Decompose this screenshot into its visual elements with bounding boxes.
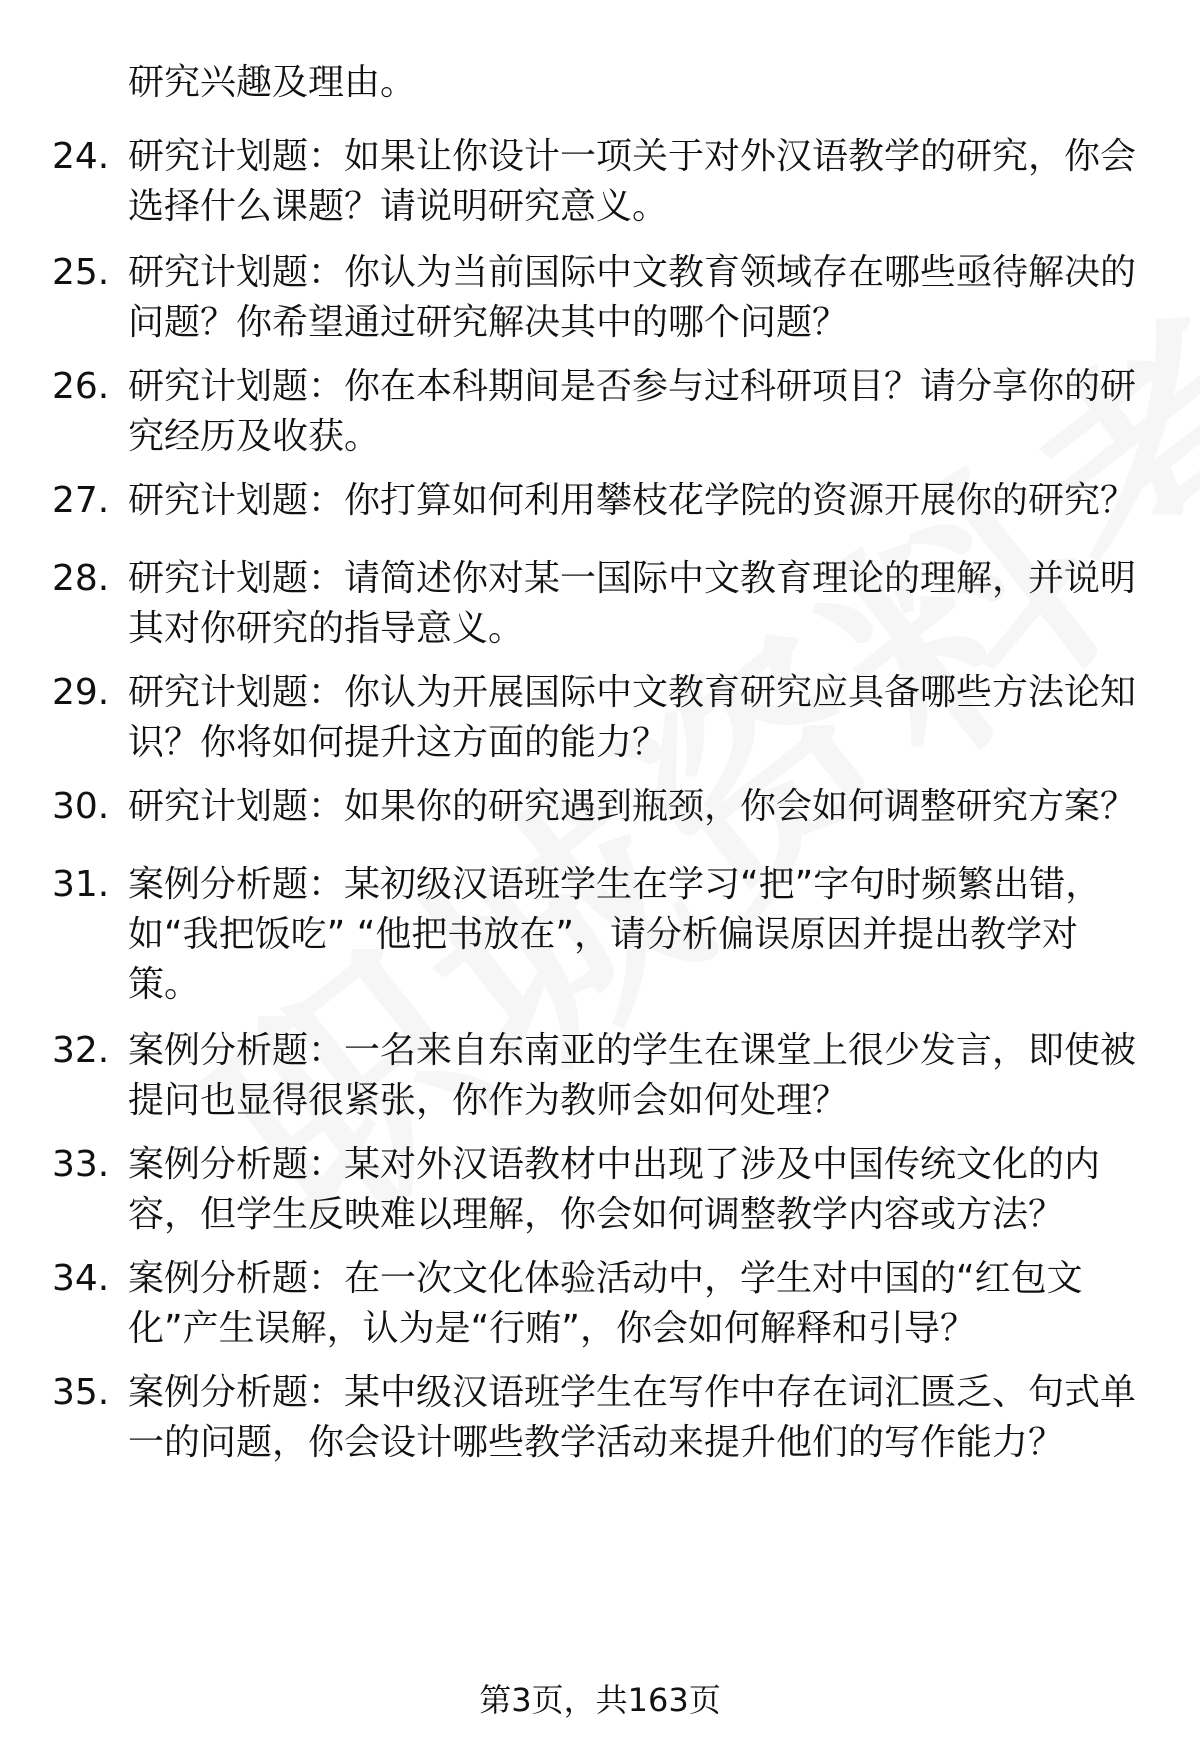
question-item	[52, 1026, 1152, 1126]
question-text: 研究计划题：你认为当前国际中文教育领域存在哪些亟待解决的问题？你希望通过研究解决其中的哪个问题？	[128, 252, 1137, 343]
question-item	[52, 554, 1152, 654]
question-number: 35.	[52, 1372, 110, 1413]
question-text: 案例分析题：某对外汉语教材中出现了涉及中国传统文化的内容，但学生反映难以理解，你会如何调整教学内容或方法？	[128, 1144, 1101, 1235]
question-number: 30.	[52, 786, 110, 827]
question-item	[52, 132, 1152, 232]
question-text: 研究计划题：如果你的研究遇到瓶颈，你会如何调整研究方案？	[128, 786, 1137, 827]
question-text: 案例分析题：某中级汉语班学生在写作中存在词汇匮乏、句式单一的问题，你会设计哪些教学活动来提升他们的写作能力？	[128, 1372, 1137, 1463]
question-text: 研究计划题：如果让你设计一项关于对外汉语教学的研究，你会选择什么课题？请说明研究意义。	[128, 136, 1137, 227]
question-number: 29.	[52, 672, 110, 713]
question-item	[52, 1254, 1152, 1354]
question-item	[52, 248, 1152, 348]
question-number: 28.	[52, 558, 110, 599]
question-number: 24.	[52, 136, 110, 177]
question-number: 31.	[52, 864, 110, 905]
question-number: 27.	[52, 480, 110, 521]
question-number: 25.	[52, 252, 110, 293]
question-text: 研究计划题：你打算如何利用攀枝花学院的资源开展你的研究？	[128, 480, 1137, 521]
page-footer: 第3页，共163页	[479, 1681, 721, 1719]
question-number: 32.	[52, 1030, 110, 1071]
question-item	[52, 362, 1152, 462]
question-number: 33.	[52, 1144, 110, 1185]
question-item	[52, 782, 1152, 832]
question-item	[52, 668, 1152, 768]
question-item	[52, 1140, 1152, 1240]
question-text: 案例分析题：某初级汉语班学生在学习“把”字句时频繁出错，如“我把饭吃” “他把书放在”，请分析偏误原因并提出教学对策。	[128, 864, 1102, 1005]
question-text: 研究计划题：你在本科期间是否参与过科研项目？请分享你的研究经历及收获。	[128, 366, 1137, 457]
question-item	[52, 476, 1152, 526]
continued-line: 研究兴趣及理由。	[128, 62, 417, 103]
question-item	[52, 1368, 1152, 1468]
question-text: 案例分析题：在一次文化体验活动中，学生对中国的“红包文化”产生误解，认为是“行贿”，你会如何解释和引导？	[128, 1258, 1083, 1349]
question-number: 26.	[52, 366, 110, 407]
question-text: 案例分析题：一名来自东南亚的学生在课堂上很少发言，即使被提问也显得很紧张，你作为教师会如何处理？	[128, 1030, 1137, 1121]
question-number: 34.	[52, 1258, 110, 1299]
question-item	[52, 860, 1152, 1010]
question-text: 研究计划题：你认为开展国际中文教育研究应具备哪些方法论知识？你将如何提升这方面的能力？	[128, 672, 1137, 763]
question-text: 研究计划题：请简述你对某一国际中文教育理论的理解，并说明其对你研究的指导意义。	[128, 558, 1137, 649]
